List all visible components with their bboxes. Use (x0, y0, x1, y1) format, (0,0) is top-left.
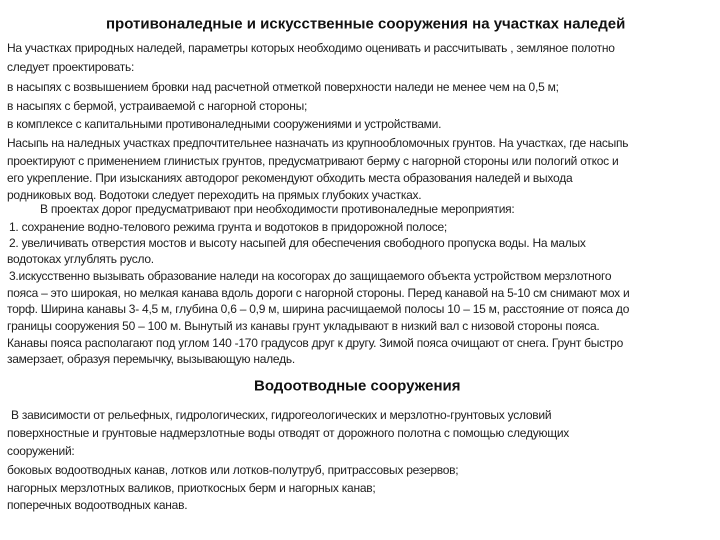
text-line: в насыпях с возвышением бровки над расчетной отметкой поверхности наледи не менее чем на 0,5 м; (7, 80, 559, 94)
list-item: 3.искусственно вызывать образование наледи на косогорах до защищаемого объекта устройством мерзлотного (9, 269, 612, 283)
text-line: На участках природных наледей, параметры которых необходимо оценивать и рассчитывать , земляное полотно (7, 41, 615, 55)
text-line: Канавы пояса располагают под углом 140 -170 градусов друг к другу. Зимой пояса очищают от снега. Грунт быстро (7, 336, 624, 350)
text-line: следует проектировать: (7, 60, 135, 74)
page-title: противоналедные и искусственные сооружения на участках наледей (106, 15, 626, 33)
list-item: нагорных мерзлотных валиков, приоткосных берм и нагорных канав; (7, 481, 376, 495)
text-line: в насыпях с бермой, устраиваемой с нагорной стороны; (7, 99, 308, 113)
list-item: боковых водоотводных канав, лотков или лотков-полутруб, притрассовых резервов; (7, 463, 459, 477)
section-heading: Водоотводные сооружения (254, 377, 461, 395)
text-line: поверхностные и грунтовые надмерзлотные воды отводят от дорожного полотна с помощью следующих (7, 426, 570, 440)
text-line: Насыпь на наледных участках предпочтительнее назначать из крупнообломочных грунтов. На участках, где насыпь (7, 136, 629, 150)
text-line: замерзает, образуя перемычку, вызывающую наледь. (7, 352, 295, 366)
text-line: водотоках углублять русло. (7, 252, 154, 266)
text-line: границы сооружения 50 – 100 м. Вынутый из канавы грунт укладывают в низкий вал с низовой стороны пояса. (7, 319, 600, 333)
list-item: 2. увеличивать отверстия мостов и высоту насыпей для обеспечения свободного пропуска воды. На малых (9, 236, 586, 250)
list-item: поперечных водоотводных канав. (7, 498, 188, 512)
list-item: 1. сохранение водно-телового режима грунта и водотоков в придорожной полосе; (9, 220, 448, 234)
text-line: сооружений: (7, 444, 75, 458)
text-line: его укрепление. При изысканиях автодорог рекомендуют обходить места образования наледей и выхода (7, 171, 573, 185)
text-line: пояса – это широкая, но мелкая канава вдоль дороги с нагорной стороны. Перед канавой на 5-10 см снимают мох и (7, 286, 630, 300)
text-line: В зависимости от рельефных, гидрологических, гидрогеологических и мерзлотно-грунтовых условий (11, 408, 552, 422)
text-line: в комплексе с капитальными противоналедными сооружениями и устройствами. (7, 117, 442, 131)
text-line: родниковых вод. Водотоки следует переходить на прямых глубоких участках. (7, 188, 422, 202)
text-line: торф. Ширина канавы 3- 4,5 м, глубина 0,6 – 0,9 м, ширина расчищаемой полосы 10 – 15 м, расстояние от пояса до (7, 302, 630, 316)
text-line: В проектах дорог предусматривают при необходимости противоналедные мероприятия: (40, 202, 515, 216)
text-line: проектируют с применением глинистых грунтов, предусматривают берму с нагорной стороны или пологий откос и (7, 154, 619, 168)
